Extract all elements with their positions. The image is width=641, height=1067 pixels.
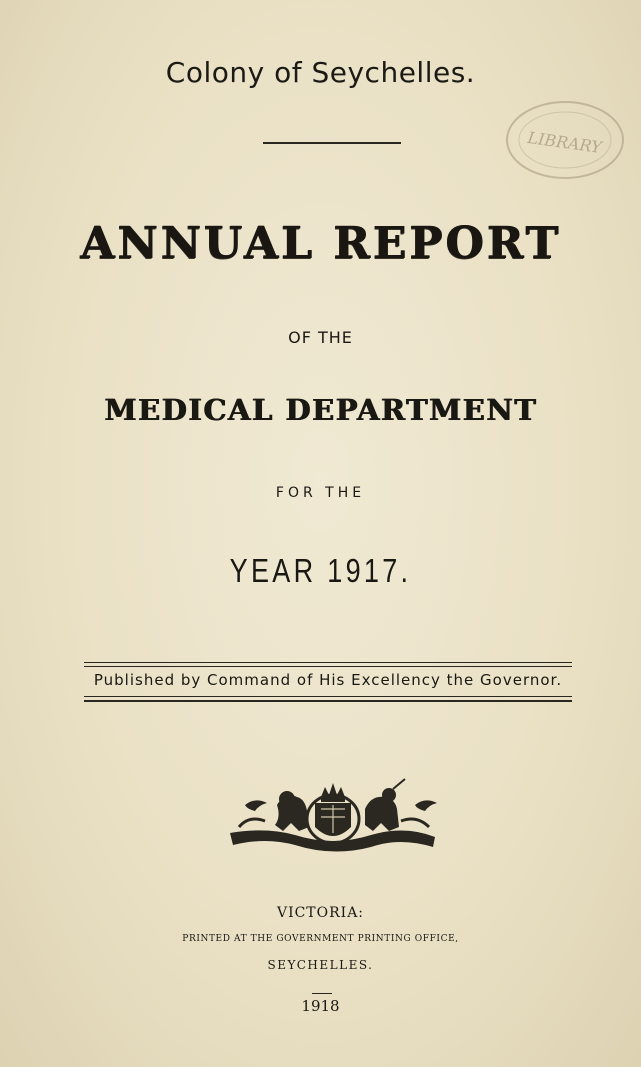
publication-year: 1918 (301, 997, 340, 1015)
double-rule-top (84, 662, 572, 667)
report-title: ANNUAL REPORT (79, 218, 562, 269)
department-title: MEDICAL DEPARTMENT (104, 393, 537, 427)
short-rule (312, 993, 332, 994)
publication-statement: Published by Command of His Excellency the Governor. (93, 671, 563, 689)
stamp-text: LIBRARY (526, 127, 603, 158)
imprint-printer: PRINTED AT THE GOVERNMENT PRINTING OFFICE, (182, 934, 459, 944)
imprint-place: VICTORIA: (276, 905, 365, 921)
royal-coat-of-arms-icon (225, 775, 440, 855)
of-the-label: OF THE (288, 328, 353, 347)
library-stamp-icon (497, 92, 632, 192)
for-the-label: FOR THE (275, 485, 366, 501)
divider-rule (263, 142, 401, 144)
imprint-country: SEYCHELLES. (267, 958, 374, 972)
report-year: YEAR 1917. (229, 552, 412, 589)
publication-statement-box (84, 662, 572, 702)
double-rule-bottom (84, 696, 572, 702)
colony-heading: Colony of Seychelles. (165, 56, 476, 89)
